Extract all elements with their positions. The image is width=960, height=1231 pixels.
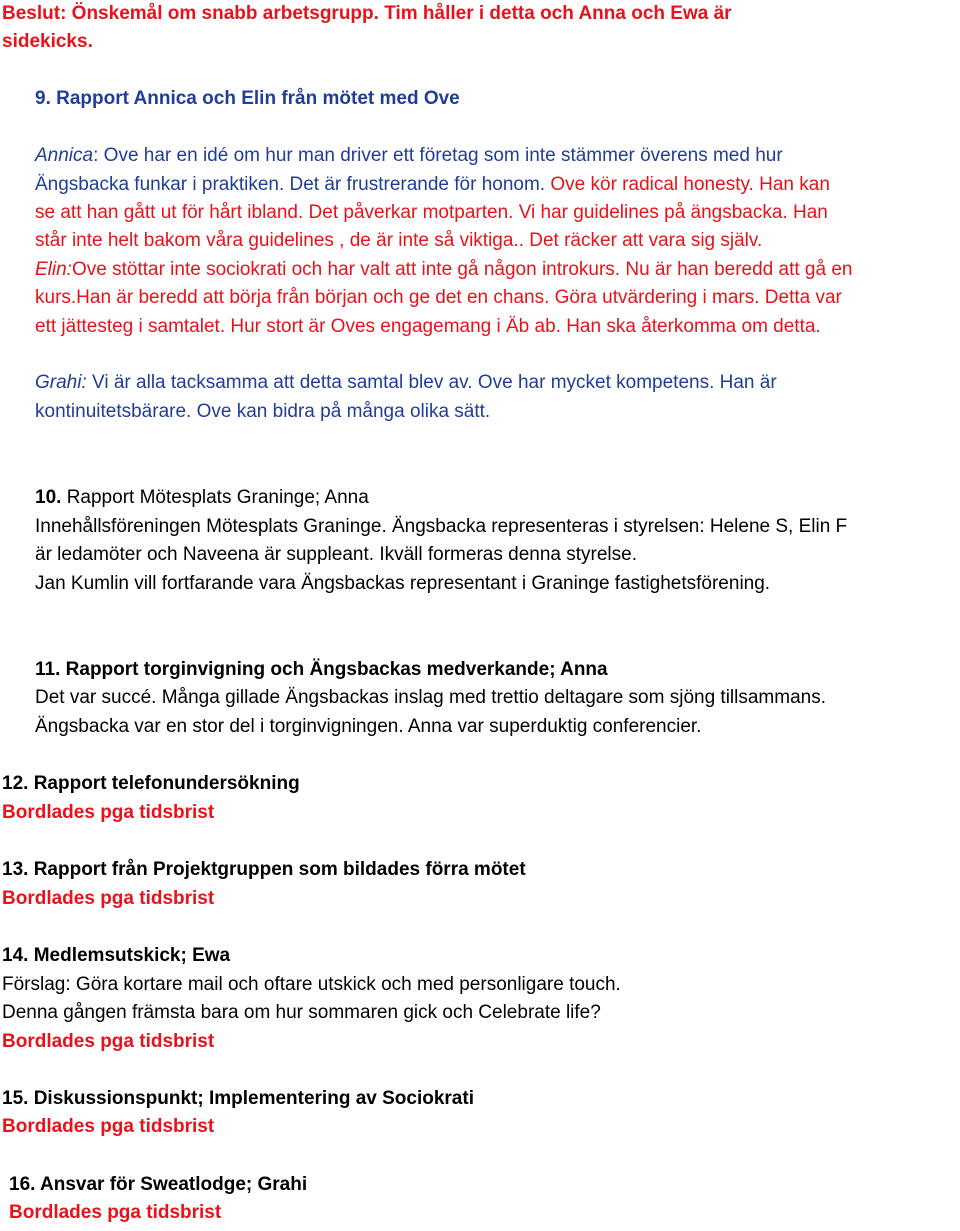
section-14-line-2: Denna gången främsta bara om hur sommaren gick och Celebrate life? — [2, 1002, 601, 1023]
section-11-line-1: Det var succé. Många gillade Ängsbackas inslag med trettio deltagare som sjöng tillsammans. — [35, 687, 826, 708]
section-10-line-2: är ledamöter och Naveena är suppleant. Ikväll formeras denna styrelse. — [35, 544, 637, 565]
section-14-line-1: Förslag: Göra kortare mail och oftare utskick och med personligare touch. — [2, 974, 621, 995]
annica-line-3: se att han gått ut för hårt ibland. Det påverkar motparten. Vi har guidelines på ängsbacka. Han — [35, 202, 828, 223]
speaker-annica: Annica — [35, 145, 94, 166]
section-16-status: Bordlades pga tidsbrist — [9, 1202, 222, 1223]
grahi-line-2: kontinuitetsbärare. Ove kan bidra på många olika sätt. — [35, 401, 491, 422]
decision-line-2: sidekicks. — [2, 31, 93, 52]
annica-line-4: står inte helt bakom våra guidelines , de är inte så viktiga.. Det räcker att vara sig själv. — [35, 230, 763, 251]
section-9-heading: 9. Rapport Annica och Elin från mötet med Ove — [35, 88, 460, 109]
grahi-line-1: Grahi: Vi är alla tacksamma att detta samtal blev av. Ove har mycket kompetens. Han är — [35, 372, 777, 393]
annica-line-2: Ängsbacka funkar i praktiken. Det är frustrerande för honom. Ove kör radical honesty. Han kan — [35, 174, 830, 195]
elin-line-3: ett jättesteg i samtalet. Hur stort är Oves engagemang i Äb ab. Han ska återkomma om detta. — [35, 316, 821, 337]
section-13-heading: 13. Rapport från Projektgruppen som bildades förra mötet — [2, 859, 526, 880]
annica-line-1: Annica: Ove har en idé om hur man driver ett företag som inte stämmer överens med hur — [35, 145, 783, 166]
speaker-grahi: Grahi: — [35, 372, 87, 393]
elin-line-2: kurs.Han är beredd att börja från början och ge det en chans. Göra utvärdering i mars. Detta var — [35, 287, 842, 308]
section-10-line-1: Innehållsföreningen Mötesplats Graninge. Ängsbacka representeras i styrelsen: Helene S, Elin F — [35, 516, 848, 537]
section-10-line-3: Jan Kumlin vill fortfarande vara Ängsbackas representant i Graninge fastighetsförening. — [35, 573, 771, 594]
section-11-heading: 11. Rapport torginvigning och Ängsbackas medverkande; Anna — [35, 659, 608, 680]
decision-line-1: Beslut: Önskemål om snabb arbetsgrupp. Tim håller i detta och Anna och Ewa är — [2, 3, 732, 24]
section-14-status: Bordlades pga tidsbrist — [2, 1031, 215, 1052]
section-12-status: Bordlades pga tidsbrist — [2, 802, 215, 823]
section-11-line-2: Ängsbacka var en stor del i torginvigningen. Anna var superduktig conferencier. — [35, 716, 702, 737]
section-13-status: Bordlades pga tidsbrist — [2, 888, 215, 909]
section-15-heading: 15. Diskussionspunkt; Implementering av Sociokrati — [2, 1088, 474, 1109]
elin-line-1: Elin:Ove stöttar inte sociokrati och har valt att inte gå någon introkurs. Nu är han beredd att gå en — [35, 259, 853, 280]
section-10-heading: 10. Rapport Mötesplats Graninge; Anna — [35, 487, 369, 508]
highlight-radical-honesty: Ove kör radical honesty. Han kan — [550, 174, 830, 195]
section-16-heading: 16. Ansvar för Sweatlodge; Grahi — [9, 1174, 308, 1195]
section-15-status: Bordlades pga tidsbrist — [2, 1116, 215, 1137]
speaker-elin: Elin: — [35, 259, 72, 280]
section-12-heading: 12. Rapport telefonundersökning — [2, 773, 300, 794]
section-14-heading: 14. Medlemsutskick; Ewa — [2, 945, 231, 966]
